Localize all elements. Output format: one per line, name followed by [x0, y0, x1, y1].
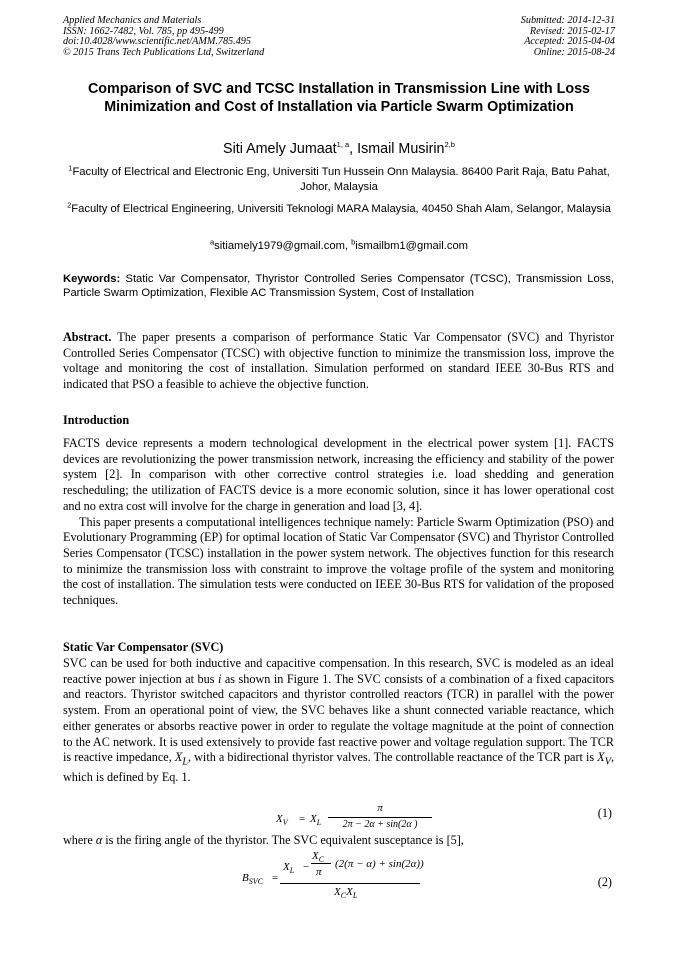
affiliation-mark: 2 [67, 200, 72, 210]
eq-term: (2(π − α) + sin(2α)) [335, 858, 424, 870]
equation-number: (1) [597, 806, 612, 820]
abstract-text: The paper presents a comparison of performance Static Var Compensator (SVC) and Thyristor Controlled Series Compensator (TCSC) with objective function to minimize the transmission loss, improve the voltage and monitoring the cost of installation. Simulation performed on standard IEEE 30-Bus RTS and indicated that PSO a feasible to achieve the objective function. [63, 330, 615, 392]
fraction-bar [280, 883, 420, 884]
eq-lhs: $B_{SVC}$ [242, 872, 263, 887]
paper-title: Comparison of SVC and TCSC Installation in Transmission Line with Loss Minimization and Cost of Installation via Particle Swarm Optimization [87, 81, 591, 116]
author-name: Ismail Musirin [357, 141, 445, 157]
affiliation-mark: 1 [68, 163, 73, 173]
submission-dates [521, 16, 615, 58]
email-mark: a [209, 237, 215, 247]
affiliation-text: Faculty of Electrical and Electronic Eng, Universiti Tun Hussein Onn Malaysia. 86400 Parit Raja, Batu Pahat, Johor, Malaysia [72, 166, 610, 194]
date-online: Online: 2015-08-24 [533, 46, 615, 58]
paragraph: SVC can be used for both inductive and capacitive compensation. In this research, SVC is modeled as an ideal reactive power injection at bus i as shown in Figure 1. The SVC consists of a combination of a fixed capacitors and reactors. Thyristor switched capacitors and thyristor controlled reactors (TCR) in parallel with the power system. From an operational point of view, the SVC behaves like a shunt connected variable reactance, which either generates or absorbs reactive power in order to regulate the voltage magnitude at the point of connection to the AC network. It is used extensively to provide fast reactive power and voltage regulation support. The TCR is reactive impedance, $X_L$, with a bidirectional thyristor valves. The controllable reactance of the TCR part is $X_V$, which is defined by Eq. 1. [63, 656, 614, 785]
email-mark: b [351, 237, 356, 247]
journal-name: Applied Mechanics and Materials [63, 15, 202, 26]
svc-body-continued [63, 833, 614, 849]
affiliation-2 [60, 202, 618, 217]
paragraph: This paper presents a computational intelligences technique namely: Particle Swarm Optimization (PSO) and Evolutionary Programming (EP) for optimal location of Static Var Compensator (SVC) and Thyristor Controlled Series Compensator (TCSC) installation in the power system network. The objectives function for this research to minimize the transmission loss with constraint to improve the voltage profile of the system and monitoring the cost of installation. The simulation tests were conducted on IEEE 30-Bus RTS for validation of the proposed techniques. [63, 514, 614, 608]
author-emails [60, 239, 618, 254]
eq-denominator: 2π − 2α + sin(2α ) [342, 819, 418, 830]
author-name: Siti Amely Jumaat [223, 141, 337, 157]
keywords [63, 272, 614, 300]
author-separator: , [349, 141, 358, 157]
section-heading: Static Var Compensator (SVC) [63, 640, 224, 654]
equation-number: (2) [597, 875, 612, 889]
keywords-text: Static Var Compensator, Thyristor Controlled Series Compensator (TCSC), Transmission Loss, Particle Swarm Optimization, Flexible AC Transmission System, Cost of Installation [63, 273, 614, 299]
eq-numerator: π [377, 802, 383, 814]
journal-issn: ISSN: 1662-7482, Vol. 785, pp 495-499 [63, 25, 224, 37]
date-submitted: Submitted: 2014-12-31 [520, 15, 615, 26]
journal-info [63, 16, 264, 58]
eq-denominator: $X_CX_L$ [334, 886, 358, 901]
affiliation-1 [60, 165, 618, 195]
eq-term: $X_C$ [312, 850, 325, 865]
author-affil-mark: 2,b [444, 140, 455, 150]
eq-lhs: $X_V$ [276, 813, 288, 828]
email-link[interactable]: sitiamely1979@gmail.com [214, 240, 345, 252]
equation-2: $B_{SVC}$ = $X_L$ − $X_C$ π (2(π − α) + sin(2α)) $X_CX_L$ [242, 850, 424, 901]
eq-term: $X_L$ [310, 813, 322, 828]
keywords-label: Keywords: [63, 273, 121, 285]
date-accepted: Accepted: 2015-04-04 [524, 36, 615, 48]
paragraph: FACTS device represents a modern technological development in the electrical power system [1]. FACTS devices are revolutionizing the power transmission network, increasing the efficiency and stability of the power system [2]. In comparison with other corrective control strategies i.e. load shedding and generation rescheduling; the utilization of FACTS device is a more economic solution, since it has lower operational cost and no extra cost will involve for the charge in generation and load [3, 4]. [63, 436, 614, 513]
svc-body [63, 656, 614, 786]
journal-doi[interactable]: doi:10.4028/www.scientific.net/AMM.785.495 [63, 36, 251, 48]
fraction-bar [311, 863, 331, 864]
section-heading: Introduction [63, 413, 130, 427]
equation-1: $X_V$ = $X_L$ π 2π − 2α + sin(2α ) [276, 802, 436, 836]
abstract-label: Abstract. [63, 330, 112, 344]
eq-term: $X_L$ [283, 861, 295, 876]
email-link[interactable]: ismailbm1@gmail.com [355, 240, 468, 252]
fraction-bar [328, 817, 432, 818]
paragraph: where α is the firing angle of the thyristor. The SVC equivalent susceptance is [5], [63, 833, 464, 847]
affiliation-text: Faculty of Electrical Engineering, Universiti Teknologi MARA Malaysia, 40450 Shah Alam, Selangor, Malaysia [71, 203, 611, 215]
author-list [60, 140, 618, 158]
introduction-body [63, 436, 614, 609]
author-affil-mark: 1, a [336, 140, 350, 150]
email-separator: , [344, 240, 352, 252]
abstract [63, 330, 614, 393]
journal-copyright: © 2015 Trans Tech Publications Ltd, Switzerland [63, 46, 265, 58]
date-revised: Revised: 2015-02-17 [529, 25, 615, 37]
